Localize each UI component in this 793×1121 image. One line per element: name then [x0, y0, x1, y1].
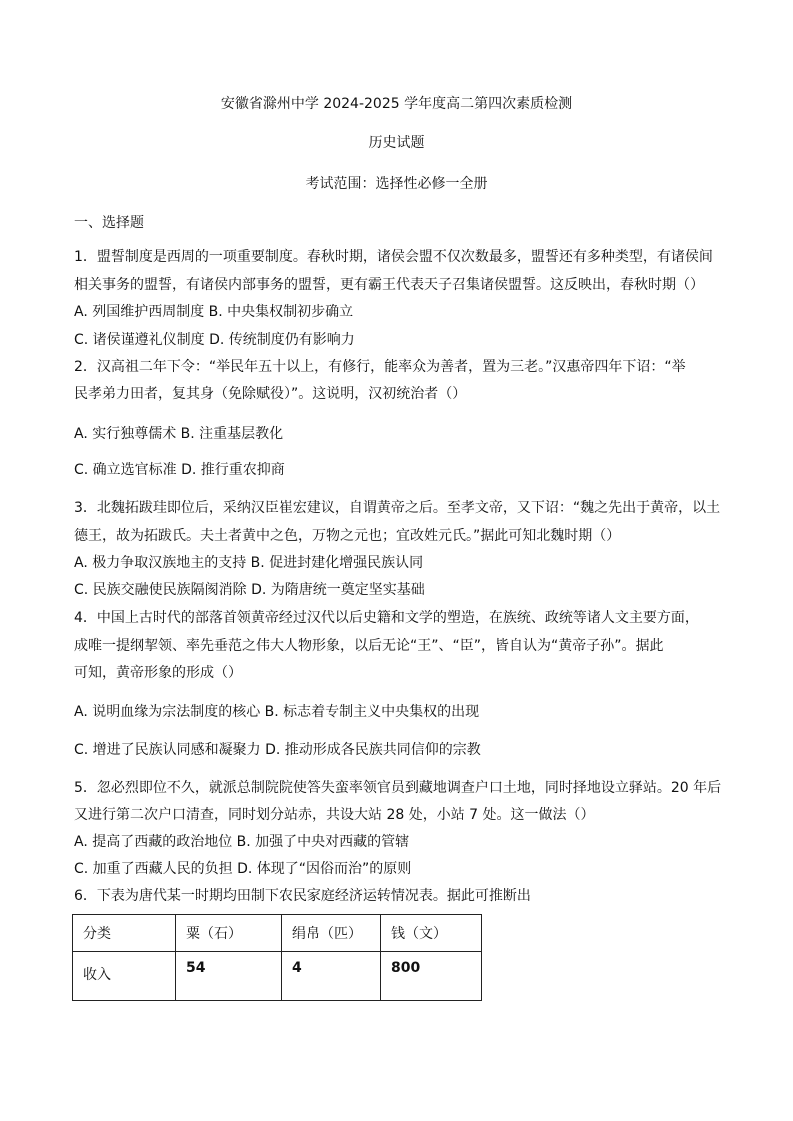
exam-subject: 历史试题 [368, 135, 425, 151]
answer-options: C. 确立选官标准 D. 推行重农抑商 [74, 462, 285, 478]
answer-options: C. 民族交融使民族隔阂消除 D. 为隋唐统一奠定坚实基础 [74, 582, 425, 598]
table-header-cell: 绢帛（匹） [282, 915, 381, 952]
answer-options: A. 说明血缘为宗法制度的核心 B. 标志着专制主义中央集权的出现 [74, 704, 480, 720]
question-text: 成唯一提纲挈领、率先垂范之伟大人物形象，以后无论“王”、“臣”，皆自认为“黄帝子孙”。据此 [74, 638, 664, 654]
question-text: 2．汉高祖二年下令：“举民年五十以上，有修行，能率众为善者，置为三老。”汉惠帝四年下诏：“举 [74, 359, 686, 375]
answer-options: C. 加重了西藏人民的负担 D. 体现了“因俗而治”的原则 [74, 861, 412, 877]
table-cell: 800 [381, 952, 482, 1001]
table-header-cell: 粟（石） [176, 915, 282, 952]
table-cell: 收入 [73, 952, 176, 1001]
question-text: 5．忽必烈即位不久，就派总制院院使答失蛮率领官员到藏地调查户口土地，同时择地设立驿站。20 年后 [74, 780, 722, 796]
answer-options: A. 提高了西藏的政治地位 B. 加强了中央对西藏的管辖 [74, 834, 410, 850]
answer-options: A. 列国维护西周制度 B. 中央集权制初步确立 [74, 304, 354, 320]
table-header-cell: 分类 [73, 915, 176, 952]
question-text: 德王，故为拓跋氏。夫土者黄中之色，万物之元也；宜改姓元氏。”据此可知北魏时期（） [74, 528, 621, 544]
question-text: 民孝弟力田者，复其身（免除赋役）”。这说明，汉初统治者（） [74, 386, 467, 402]
table-header-row [73, 915, 482, 952]
answer-options: C. 增进了民族认同感和凝聚力 D. 推动形成各民族共同信仰的宗教 [74, 742, 481, 758]
table-header-cell: 钱（文） [381, 915, 482, 952]
table-cell: 4 [282, 952, 381, 1001]
question-text: 6．下表为唐代某一时期均田制下农民家庭经济运转情况表。据此可推断出 [74, 888, 531, 904]
question-text: 相关事务的盟誓，有诸侯内部事务的盟誓，更有霸王代表天子召集诸侯盟誓。这反映出，春秋时期（） [74, 277, 704, 293]
table-cell: 54 [176, 952, 282, 1001]
exam-scope: 考试范围：选择性必修一全册 [305, 176, 488, 192]
question-text: 又进行第二次户口清查，同时划分站赤，共设大站 28 处，小站 7 处。这一做法（） [74, 807, 595, 823]
data-table [72, 914, 482, 1001]
answer-options: A. 极力争取汉族地主的支持 B. 促进封建化增强民族认同 [74, 555, 424, 571]
question-text: 1．盟誓制度是西周的一项重要制度。春秋时期，诸侯会盟不仅次数最多，盟誓还有多种类型，有诸侯间 [74, 249, 713, 265]
exam-title: 安徽省滁州中学 2024-2025 学年度高二第四次素质检测 [220, 96, 573, 112]
section-heading: 一、选择题 [74, 215, 144, 231]
answer-options: C. 诸侯谨遵礼仪制度 D. 传统制度仍有影响力 [74, 332, 355, 348]
question-text: 4．中国上古时代的部落首领黄帝经过汉代以后史籍和文学的塑造，在族统、政统等诸人文主要方面， [74, 610, 699, 626]
question-text: 可知，黄帝形象的形成（） [74, 665, 242, 681]
answer-options: A. 实行独尊儒术 B. 注重基层教化 [74, 426, 284, 442]
table-row [73, 952, 482, 1001]
question-text: 3．北魏拓跋珪即位后，采纳汉臣崔宏建议，自谓黄帝之后。至孝文帝，又下诏：“魏之先出于黄帝，以土 [74, 500, 721, 516]
